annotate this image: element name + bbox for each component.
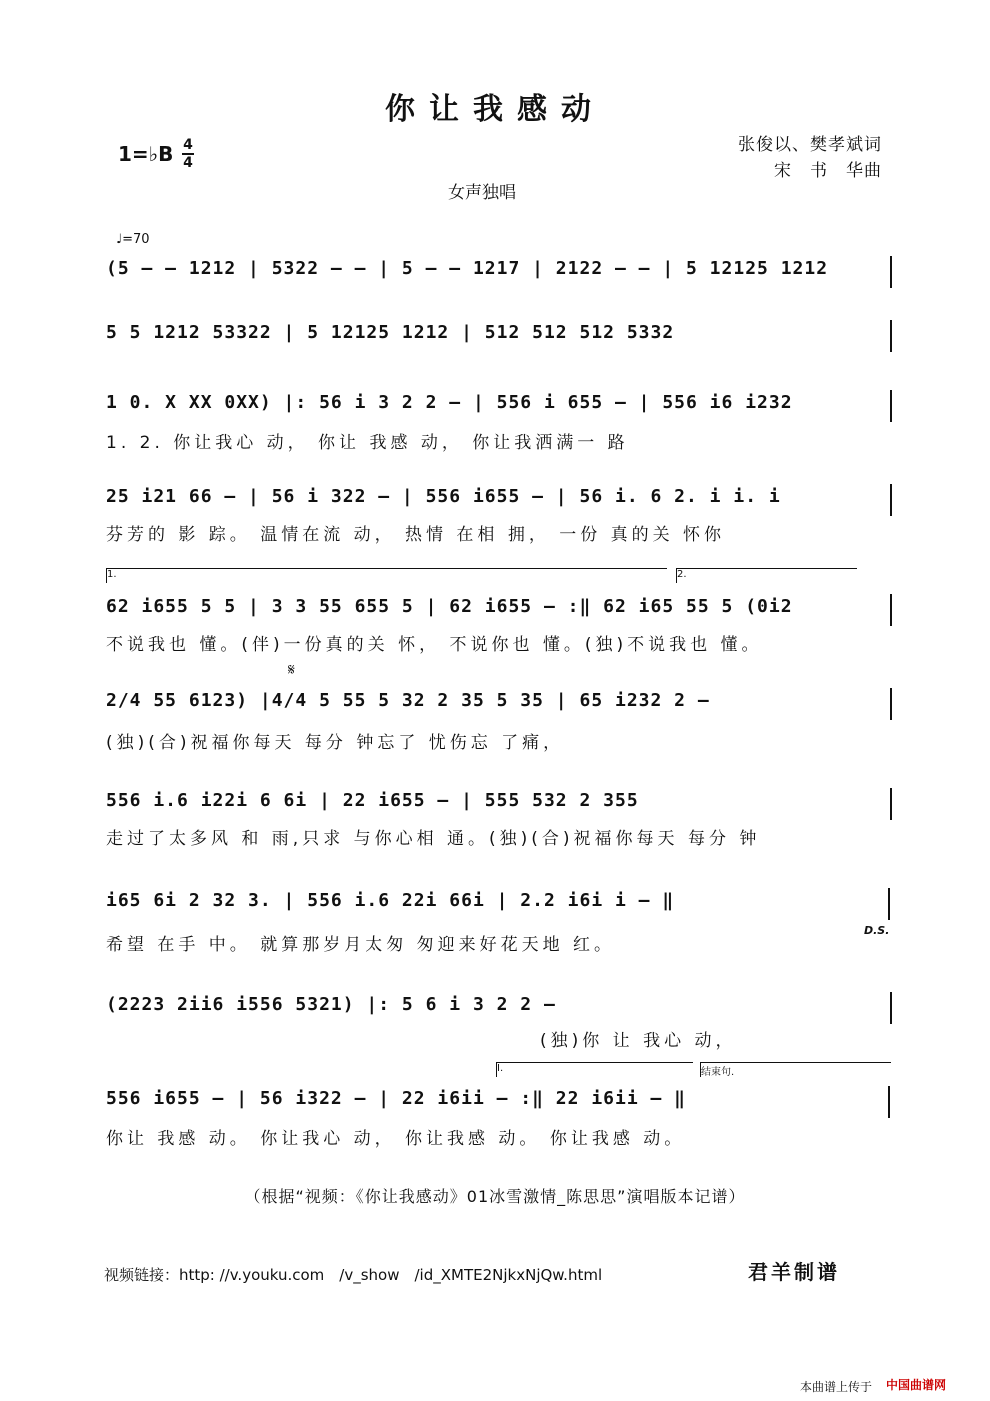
upload-note: 本曲谱上传于 bbox=[800, 1380, 873, 1394]
barline bbox=[890, 594, 892, 626]
score-row-10: 556 i655 – | 56 i322 – | 22 i6ii – :‖ 22 i6ii – ‖ bbox=[106, 1088, 687, 1109]
performance-note: 女声独唱 bbox=[448, 183, 516, 203]
lyric-row-9: (独)你 让 我心 动， bbox=[540, 1031, 737, 1050]
lyric-row-7: 走过了太多风 和 雨,只求 与你心相 通。(独)(合)祝福你每天 每分 钟 bbox=[106, 829, 761, 848]
score-row-7: 556 i.6 i22i 6 6i | 22 i655 – | 555 532 2 355 bbox=[106, 790, 639, 811]
barline bbox=[890, 992, 892, 1024]
lyric-row-4: 芬芳的 影 踪。 温情在流 动， 热情 在相 拥， 一份 真的关 怀你 bbox=[106, 525, 726, 544]
score-row-9: (2223 2ii6 i556 5321) |: 5 6 i 3 2 2 – bbox=[106, 994, 556, 1015]
lyric-row-5: 不说我也 懂。(伴)一份真的关 怀， 不说你也 懂。(独)不说我也 懂。 bbox=[106, 635, 763, 654]
meter-bottom: 4 bbox=[183, 155, 193, 171]
site-logo[interactable]: 中国曲谱网 bbox=[886, 1378, 947, 1392]
lyric-row-6: (独)(合)祝福你每天 每分 钟忘了 忧伤忘 了痛， bbox=[106, 733, 565, 752]
volta-first: 1. bbox=[106, 568, 667, 583]
score-row-6: 2/4 55 6123) |4/4 5 55 5 32 2 35 5 35 | 65 i232 2 – bbox=[106, 690, 710, 711]
lyric-row-10: 你让 我感 动。 你让我心 动， 你让我感 动。 你让我感 动。 bbox=[106, 1129, 686, 1148]
key-signature: 1=♭B bbox=[118, 142, 174, 166]
video-link[interactable]: 视频链接：http: //v.youku.com /v_show /id_XMTE2NjkxNjQw.html bbox=[104, 1266, 603, 1284]
barline bbox=[890, 484, 892, 516]
transcriber-signature: 君羊制谱 bbox=[748, 1260, 840, 1284]
score-row-4: 25 i21 66 – | 56 i 322 – | 556 i655 – | 56 i. 6 2. i i. i bbox=[106, 486, 781, 507]
lyricist-credit: 张俊以、樊孝斌词 bbox=[738, 135, 882, 155]
time-signature bbox=[182, 138, 194, 170]
tempo-mark: ♩=70 bbox=[116, 232, 150, 247]
barline bbox=[890, 320, 892, 352]
final-barline bbox=[888, 888, 890, 920]
score-row-2: 5 5 1212 53322 | 5 12125 1212 | 512 512 512 5332 bbox=[106, 322, 675, 343]
song-title: 你让我感动 bbox=[385, 92, 605, 127]
barline bbox=[890, 688, 892, 720]
score-row-8: i65 6i 2 32 3. | 556 i.6 22i 66i | 2.2 i6i i – ‖ bbox=[106, 890, 675, 911]
barline bbox=[890, 788, 892, 820]
dal-segno-mark: D.S. bbox=[864, 924, 890, 937]
score-row-1: (5 – – 1212 | 5322 – – | 5 – – 1217 | 2122 – – | 5 12125 1212 bbox=[106, 258, 829, 279]
final-barline bbox=[888, 1086, 890, 1118]
lyric-row-3: 1. 2. 你让我心 动， 你让 我感 动， 你让我洒满一 路 bbox=[106, 433, 629, 452]
segno-sign: 𝄋 bbox=[288, 660, 295, 679]
lyric-row-8: 希望 在手 中。 就算那岁月太匆 匆迎来好花天地 红。 bbox=[106, 935, 616, 954]
score-row-3: 1 0. X XX 0XX) |: 56 i 3 2 2 – | 556 i 655 – | 556 i6 i232 bbox=[106, 392, 793, 413]
barline bbox=[890, 256, 892, 288]
volta-ending: 结束句. bbox=[700, 1062, 891, 1077]
volta-third: I. bbox=[496, 1062, 693, 1077]
score-row-5: 62 i655 5 5 | 3 3 55 655 5 | 62 i655 – :‖ 62 i65 55 5 (0i2 bbox=[106, 596, 793, 617]
meter-top: 4 bbox=[183, 137, 193, 153]
composer-credit: 宋 书 华曲 bbox=[774, 161, 882, 181]
volta-second: 2. bbox=[676, 568, 857, 583]
source-note: （根据“视频：《你让我感动》01冰雪激情_陈思思”演唱版本记谱） bbox=[244, 1187, 746, 1206]
barline bbox=[890, 390, 892, 422]
